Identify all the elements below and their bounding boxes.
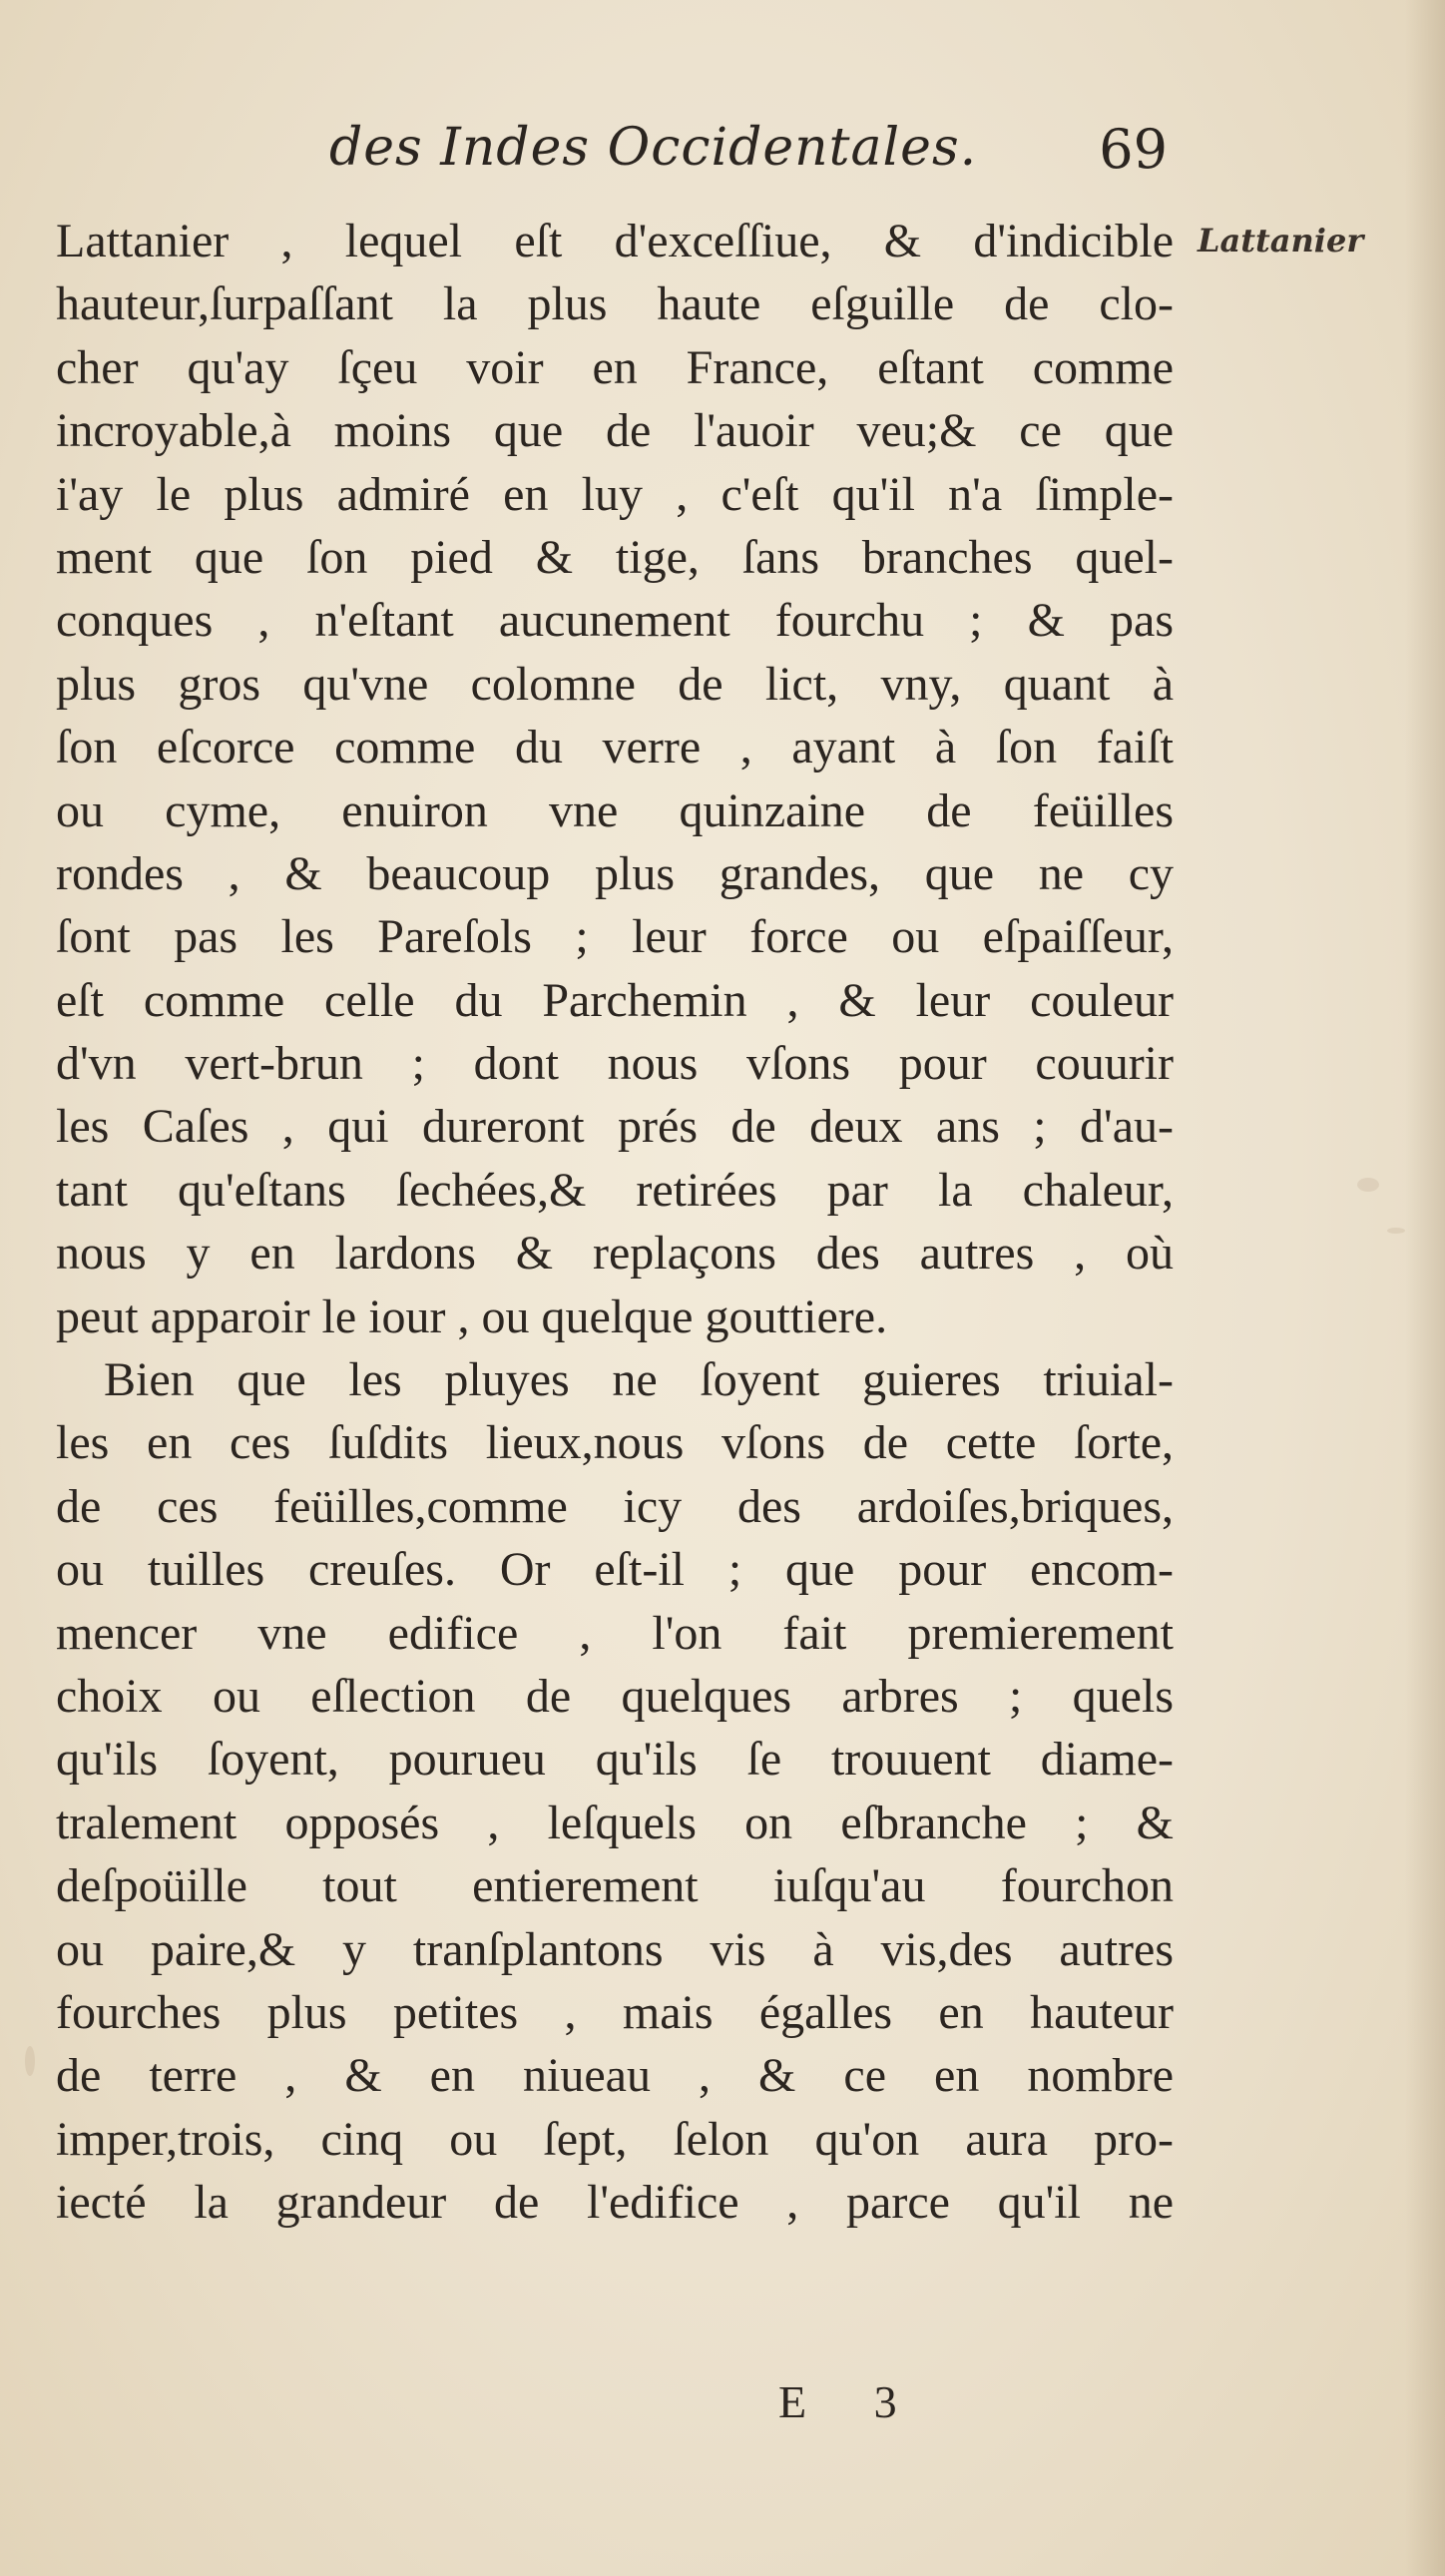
text-line: hauteur,ſurpaſſant la plus haute eſguille de clo- xyxy=(56,277,1174,331)
text-line: ment que ſon pied & tige, ſans branches quel- xyxy=(56,530,1174,584)
text-line: tralement opposés , leſquels on eſbranche ; & xyxy=(56,1796,1174,1849)
text-line: peut apparoir le iour , ou quelque gouttiere. xyxy=(56,1289,888,1343)
page-header xyxy=(329,118,1168,188)
text-line: ou cyme, enuiron vne quinzaine de feüilles xyxy=(56,783,1174,837)
text-line: les Caſes , qui dureront prés de deux ans ; d'au- xyxy=(56,1100,1174,1154)
text-line: tant qu'eſtans ſechées,& retirées par la chaleur, xyxy=(56,1163,1174,1217)
text-line: plus gros qu'vne colomne de lict, vny, quant à xyxy=(56,657,1174,711)
text-line: d'vn vert-brun ; dont nous vſons pour couurir xyxy=(56,1037,1174,1091)
body-text xyxy=(56,210,1174,2235)
margin-note: Lattanier xyxy=(1198,222,1364,259)
text-line: ou paire,& y tranſplantons vis à vis,des autres xyxy=(56,1922,1174,1976)
text-line: qu'ils ſoyent, pourueu qu'ils ſe trouuent diame- xyxy=(56,1733,1174,1787)
paper-stain xyxy=(1387,1228,1405,1234)
text-line: i'ay le plus admiré en luy , c'eſt qu'il n'a ſimple- xyxy=(56,467,1174,521)
text-line: eſt comme celle du Parchemin , & leur couleur xyxy=(56,973,1174,1027)
text-line: choix ou eſlection de quelques arbres ; quels xyxy=(56,1669,1174,1723)
text-line: ſont pas les Pareſols ; leur force ou eſpaiſſeur, xyxy=(56,910,1174,964)
text-line: cher qu'ay ſçeu voir en France, eſtant comme xyxy=(56,340,1174,394)
text-line: nous y en lardons & replaçons des autres , où xyxy=(56,1227,1174,1281)
running-head: des Indes Occidentales. xyxy=(329,118,978,178)
text-line: mencer vne edifice , l'on fait premierement xyxy=(56,1606,1174,1660)
text-line: les en ces ſuſdits lieux,nous vſons de cette ſorte, xyxy=(56,1416,1174,1470)
text-line: iecté la grandeur de l'edifice , parce qu'il ne xyxy=(56,2176,1174,2230)
paper-stain xyxy=(1357,1178,1379,1192)
text-line: conques , n'eſtant aucunement fourchu ; & pas xyxy=(56,594,1174,648)
paper-stain xyxy=(25,2046,35,2076)
page-number: 69 xyxy=(1099,118,1168,181)
signature-mark: E 3 xyxy=(778,2376,925,2427)
text-line: Bien que les pluyes ne ſoyent guieres triuial- xyxy=(104,1353,1174,1407)
text-line: ſon eſcorce comme du verre , ayant à ſon faiſt xyxy=(56,721,1174,774)
text-line: rondes , & beaucoup plus grandes, que ne cy xyxy=(56,846,1174,900)
text-line: incroyable,à moins que de l'auoir veu;& ce que xyxy=(56,404,1174,458)
text-line: de terre , & en niueau , & ce en nombre xyxy=(56,2049,1174,2103)
text-line: imper,trois, cinq ou ſept, ſelon qu'on aura pro- xyxy=(56,2112,1174,2166)
text-line: fourches plus petites , mais égalles en hauteur xyxy=(56,1985,1174,2039)
text-line: ou tuilles creuſes. Or eſt-il ; que pour encom- xyxy=(56,1543,1174,1597)
text-line: deſpoüille tout entierement iuſqu'au fourchon xyxy=(56,1859,1174,1913)
text-line: de ces feüilles,comme icy des ardoiſes,briques, xyxy=(56,1479,1174,1533)
text-line: Lattanier , lequel eſt d'exceſſiue, & d'indicible xyxy=(56,215,1174,267)
page-edge-shadow xyxy=(1405,0,1445,2576)
